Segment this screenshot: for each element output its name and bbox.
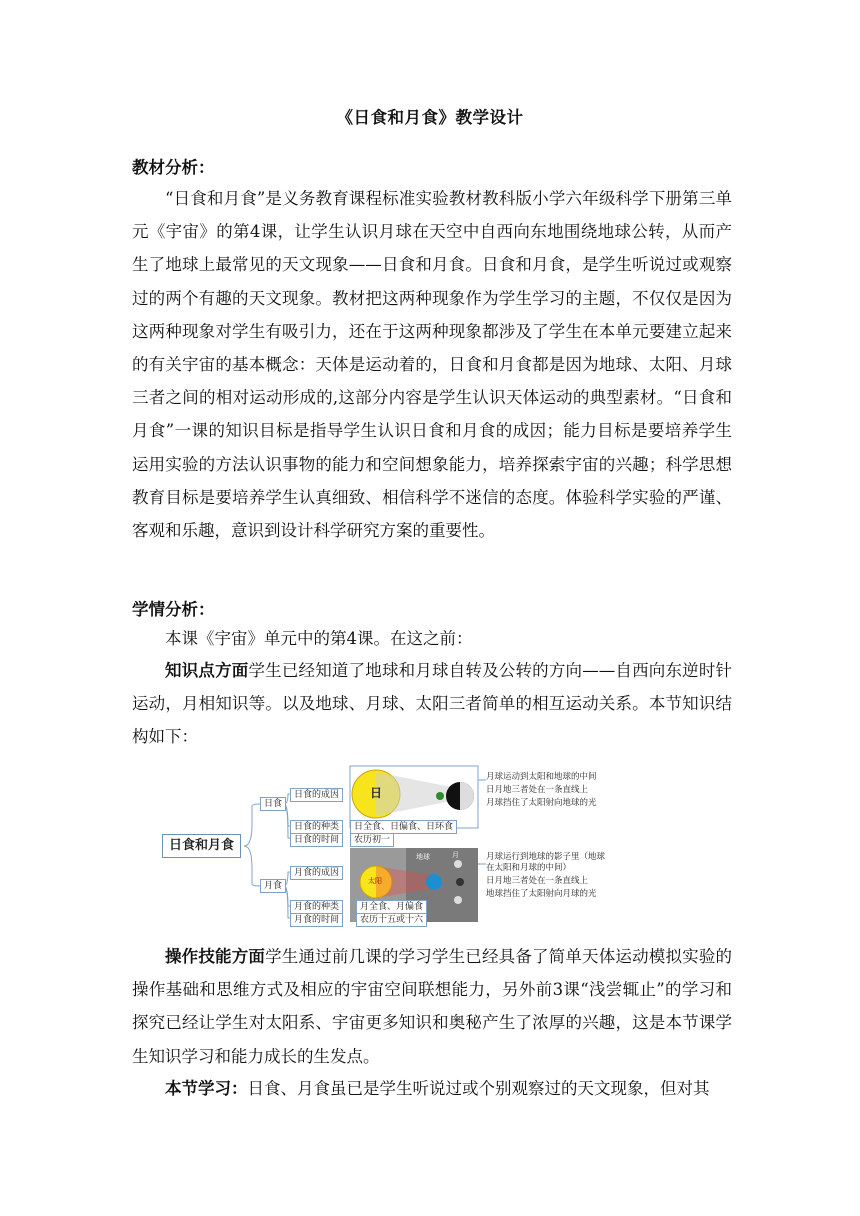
lunar-note-2: 在太阳和月球的中间） xyxy=(486,863,572,873)
skills-label: 操作技能方面 xyxy=(165,947,266,966)
solar-note-3: 月球挡住了太阳射向地球的光 xyxy=(486,798,597,808)
student-analysis-intro: 本课《宇宙》单元中的第4课。在这之前： xyxy=(165,629,473,648)
textbook-analysis-paragraph: “日食和月食”是义务教育课程标准实验教材教科版小学六年级科学下册第三单元《宇宙》的第4课，让学生认识月球在天空中自西向东地围绕地球公转，从而产生了地球上最常见的天文现象——日食和月食。日食和月食，是学生听说过或观察过的两个有趣的天文现象。教材把这两种现象作为学生学习的主题，不仅仅是因为这两种现象对学生有吸引力，还在于这两种现象都涉及了学生在本单元要建立起来的有关宇宙的基本概念：天体是运动着的，日食和月食都是因为地球、太阳、月球三者之间的相对运动形成的,这部分内容是学生认识天体运动的典型素材。“日食和月食”一课的知识目标是指导学生认识日食和月食的成因；能力目标是要培养学生运用实验的方法认识事物的能力和空间想象能力，培养探索宇宙的兴趣；科学思想教育目标是要培养学生认真细致、相信科学不迷信的态度。体验科学实验的严谨、客观和乐趣，意识到设计科学研究方案的重要性。 xyxy=(132,189,732,541)
lunar-eclipse-node: 月食 xyxy=(260,879,286,893)
lunar-note-3: 日月地三者处在一条直线上 xyxy=(486,876,589,886)
section-heading-student-analysis: 学情分析： xyxy=(132,600,215,619)
lunar-moon-label: 月 xyxy=(452,851,459,859)
lesson-paragraph xyxy=(132,1072,732,1105)
solar-types-node: 日食的种类 xyxy=(290,820,343,834)
lunar-note-4: 地球挡住了太阳射向月球的光 xyxy=(486,889,597,899)
solar-types-value: 日全食、日偏食、日环食 xyxy=(350,820,457,834)
solar-time-node: 日食的时间 xyxy=(290,833,343,847)
skills-text: 学生通过前几课的学习学生已经具备了简单天体运动模拟实验的操作基础和思维方式及相应的宇宙空间联想能力，另外前3课“浅尝辄止”的学习和探究已经让学生对太阳系、宇宙更多知识和奥秘产生了浓厚的兴趣，这是本节课学生知识学习和能力成长的生发点。 xyxy=(132,947,733,1066)
lunar-time-value: 农历十五或十六 xyxy=(356,913,427,927)
skills-paragraph xyxy=(132,940,732,1073)
lunar-time-node: 月食的时间 xyxy=(290,913,343,927)
mindmap-root: 日食和月食 xyxy=(162,834,241,858)
lunar-types-value: 月全食、月偏食 xyxy=(356,900,427,914)
solar-note-2: 日月地三者处在一条直线上 xyxy=(486,785,589,795)
solar-cause-node: 日食的成因 xyxy=(290,788,343,802)
lunar-note-1: 月球运行到地球的影子里（地球 xyxy=(486,852,606,862)
knowledge-text: 学生已经知道了地球和月球自转及公转的方向——自西向东逆时针运动，月相知识等。以及地球、月球、太阳三者简单的相互运动关系。本节知识结构如下： xyxy=(132,661,732,747)
solar-eclipse-node: 日食 xyxy=(260,797,286,811)
lunar-earth-label: 地球 xyxy=(416,853,430,861)
lesson-text: 日食、月食虽已是学生听说过或个别观察过的天文现象，但对其 xyxy=(247,1079,710,1098)
lunar-cause-node: 月食的成因 xyxy=(290,866,343,880)
knowledge-label: 知识点方面 xyxy=(165,661,249,680)
knowledge-paragraph xyxy=(132,654,732,754)
lunar-sun-label: 太阳 xyxy=(368,877,382,885)
solar-note-1: 月球运动到太阳和地球的中间 xyxy=(486,772,597,782)
document-title: 《日食和月食》教学设计 xyxy=(336,108,524,127)
section-heading-textbook-analysis: 教材分析： xyxy=(132,158,215,177)
lunar-types-node: 月食的种类 xyxy=(290,900,343,914)
solar-time-value: 农历初一 xyxy=(350,833,394,847)
sun-label: 日 xyxy=(370,786,383,800)
lesson-label: 本节学习： xyxy=(165,1079,248,1098)
knowledge-structure-diagram xyxy=(160,764,638,932)
